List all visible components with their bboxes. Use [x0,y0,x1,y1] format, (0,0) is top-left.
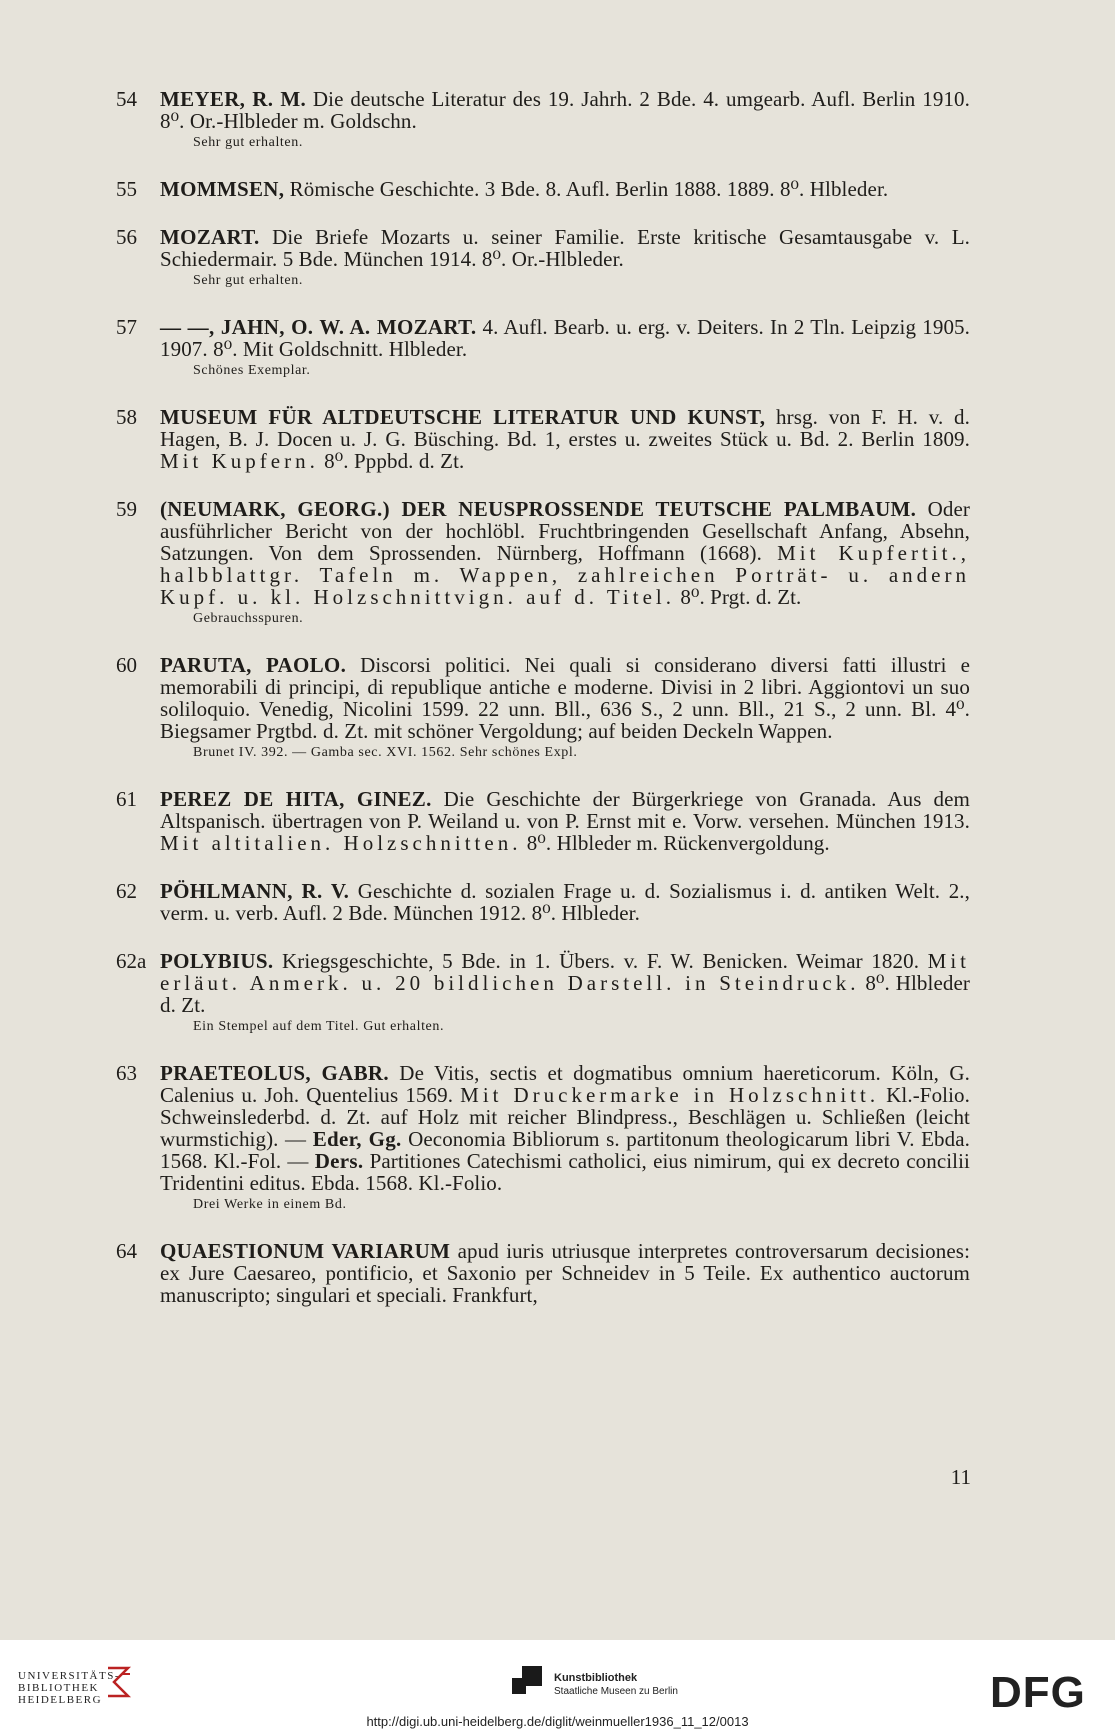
university-line-3: HEIDELBERG [18,1694,103,1706]
kunstbibliothek-title: Kunstbibliothek [554,1672,638,1684]
entry-note: Drei Werke in einem Bd. [193,1197,347,1212]
entry-spaced-text: Mit erläut. Anmerk. u. 20 bildlichen Darstell. in Steindruck. [160,949,970,995]
catalog-entry [0,788,1115,854]
entry-note: Sehr gut erhalten. [193,273,303,288]
entry-author: MUSEUM FÜR ALTDEUTSCHE LITERATUR UND KUNST, [160,405,766,429]
catalog-entry [0,88,1115,152]
entry-description: 4. Aufl. Bearb. u. erg. v. Deiters. In 2 Tln. Leipzig 1905. 1907. 8⁰. Mit Goldschnitt. Hlbleder. [160,315,970,361]
entry-description-3: Oeconomia Bibliorum s. partitonum theologicarum libri V. Ebda. 1568. Kl.-Fol. — [160,1127,970,1173]
catalog-entry [0,880,1115,924]
catalog-entry [0,498,1115,628]
catalog-entry [0,654,1115,762]
entry-spaced-text: Mit altitalien. Holzschnitten. [160,831,522,855]
entry-author: — —, JAHN, O. W. A. MOZART. [160,315,477,339]
entry-spaced-text: Mit Kupfertit., halbblattgr. Tafeln m. Wappen, zahlreichen Porträt- u. andern Kupf. u. kl. Holzschnittvign. auf d. Titel. [160,541,970,609]
entry-description: Die Geschichte der Bürgerkriege von Granada. Aus dem Altspanisch. übertragen von P. Weiland u. von P. Ernst mit e. Vorw. versehen. München 1913. [160,787,970,833]
kunstbibliothek-logo-icon [508,1664,548,1698]
entry-number: 58 [116,405,137,429]
catalog-entry [0,1240,1115,1306]
entry-number: 64 [116,1239,137,1263]
entry-text [160,406,970,472]
entry-author: PRAETEOLUS, GABR. [160,1061,389,1085]
entry-number: 60 [116,653,137,677]
catalog-entry [0,316,1115,380]
catalog-entry [0,406,1115,472]
entry-author: PARUTA, PAOLO. [160,653,347,677]
entry-author: PÖHLMANN, R. V. [160,879,350,903]
entry-number: 59 [116,497,137,521]
footer-bar [0,1640,1115,1732]
university-library-logo-icon [104,1664,134,1700]
entry-number: 63 [116,1061,137,1085]
entry-note: Ein Stempel auf dem Titel. Gut erhalten. [193,1019,445,1034]
catalog-entry [0,1062,1115,1214]
entry-text [160,950,970,1016]
entry-spaced-text: Mit Kupfern. [160,449,319,473]
entry-number: 54 [116,87,137,111]
entry-note: Sehr gut erhalten. [193,135,303,150]
catalog-entry [0,178,1115,200]
entry-number: 56 [116,225,137,249]
entry-description-4: Partitiones Catechismi catholici, eius nimirum, qui ex decreto concilii Tridentini editus. Ebda. 1568. Kl.-Folio. [160,1149,970,1195]
entry-description-cont: Kl.-Folio. Schweinslederbd. d. Zt. auf Holz mit reicher Blindpress., Beschlägen u. Schließen (leicht wurmstichig). — [160,1083,970,1151]
entry-text [160,226,970,270]
entry-text [160,654,970,742]
entry-description: hrsg. von F. H. v. d. Hagen, B. J. Docen u. J. G. Büsching. Bd. 1, erstes u. zweites Stück u. Bd. 2. Berlin 1809. [160,405,971,451]
kunstbibliothek-text [554,1672,678,1698]
entry-author: PEREZ DE HITA, GINEZ. [160,787,432,811]
entry-text [160,1240,970,1306]
entry-description-cont: 8⁰. Pppbd. d. Zt. [318,449,465,473]
entry-description: Die deutsche Literatur des 19. Jahrh. 2 Bde. 4. umgearb. Aufl. Berlin 1910. 8⁰. Or.-Hlbleder m. Goldschn. [160,87,970,133]
entry-number: 55 [116,177,137,201]
entry-spaced-text: Mit Druckermarke in Holzschnitt. [460,1083,880,1107]
university-line-2: BIBLIOTHEK [18,1682,99,1694]
entry-number: 57 [116,315,137,339]
entry-text [160,88,970,132]
catalog-entry [0,226,1115,290]
kunstbibliothek-subtitle: Staatliche Museen zu Berlin [554,1686,678,1697]
entry-list [0,88,1115,1332]
entry-description: Oder ausführlicher Bericht von der hochlöbl. Fruchtbringenden Gesellschaft Anfang, Absehn, Satzungen. Von dem Sprossenden. Nürnberg, Hoffmann (1668). [160,497,970,565]
entry-description-cont: 8⁰. Hlbleder d. Zt. [160,971,970,1017]
catalog-entry [0,950,1115,1036]
entry-description: Kriegsgeschichte, 5 Bde. in 1. Übers. v. F. W. Benicken. Weimar 1820. [273,949,928,973]
entry-description: Discorsi politici. Nei quali si considerano diversi fatti illustri e memorabili di principi, di republique antiche e moderne. Divisi in 2 libri. Aggiontovi un suo soliloquio. Venedig, Nicolini 1599. 22 unn. Bll., 636 S., 2 unn. Bll., 21 S., 2 unn. Bl. 4⁰. Biegsamer Prgtbd. d. Zt. mit schöner Vergoldung; auf beiden Deckeln Wappen. [160,653,970,743]
entry-author: (NEUMARK, GEORG.) DER NEUSPROSSENDE TEUTSCHE PALMBAUM. [160,497,917,521]
entry-note: Gebrauchsspuren. [193,611,304,626]
entry-description: Geschichte d. sozialen Frage u. d. Sozialismus i. d. antiken Welt. 2., verm. u. verb. Aufl. 2 Bde. München 1912. 8⁰. Hlbleder. [160,879,970,925]
entry-text [160,498,970,608]
entry-author-3: Ders. [314,1149,364,1173]
entry-author: MEYER, R. M. [160,87,307,111]
page-number: 11 [950,1465,971,1489]
entry-author: QUAESTIONUM VARIARUM [160,1239,451,1263]
entry-author: MOZART. [160,225,260,249]
entry-note: Schönes Exemplar. [193,363,311,378]
entry-author: MOMMSEN, [160,177,285,201]
entry-author-2: Eder, Gg. [312,1127,402,1151]
entry-description-cont: 8⁰. Hlbleder m. Rückenvergoldung. [521,831,830,855]
entry-text [160,316,970,360]
entry-author: POLYBIUS. [160,949,274,973]
entry-description: apud iuris utriusque interpretes controversarum decisiones: ex Jure Caesareo, pontificio, et Saxonio per Schneidev in 5 Teile. Ex authentico auctorum manuscripto; singulari et speciali. Frankfurt, [160,1239,971,1307]
entry-text [160,880,970,924]
entry-note: Brunet IV. 392. — Gamba sec. XVI. 1562. Sehr schönes Expl. [193,745,578,760]
entry-text [160,788,970,854]
entry-text [160,178,970,200]
university-line-1: UNIVERSITÄTS- [18,1670,120,1682]
entry-description: Die Briefe Mozarts u. seiner Familie. Erste kritische Gesamtausgabe v. L. Schiedermair. 5 Bde. München 1914. 8⁰. Or.-Hlbleder. [160,225,970,271]
entry-description-cont: 8⁰. Prgt. d. Zt. [675,585,802,609]
dfg-logo: DFG [990,1668,1086,1717]
entry-number: 62a [116,949,147,973]
entry-number: 62 [116,879,137,903]
entry-description: Römische Geschichte. 3 Bde. 8. Aufl. Berlin 1888. 1889. 8⁰. Hlbleder. [284,177,889,201]
entry-number: 61 [116,787,137,811]
entry-text [160,1062,970,1194]
entry-description: De Vitis, sectis et dogmatibus omnium haereticorum. Köln, G. Calenius u. Joh. Quentelius 1569. [160,1061,970,1107]
source-url[interactable]: http://digi.ub.uni-heidelberg.de/diglit/weinmueller1936_11_12/0013 [366,1714,749,1729]
